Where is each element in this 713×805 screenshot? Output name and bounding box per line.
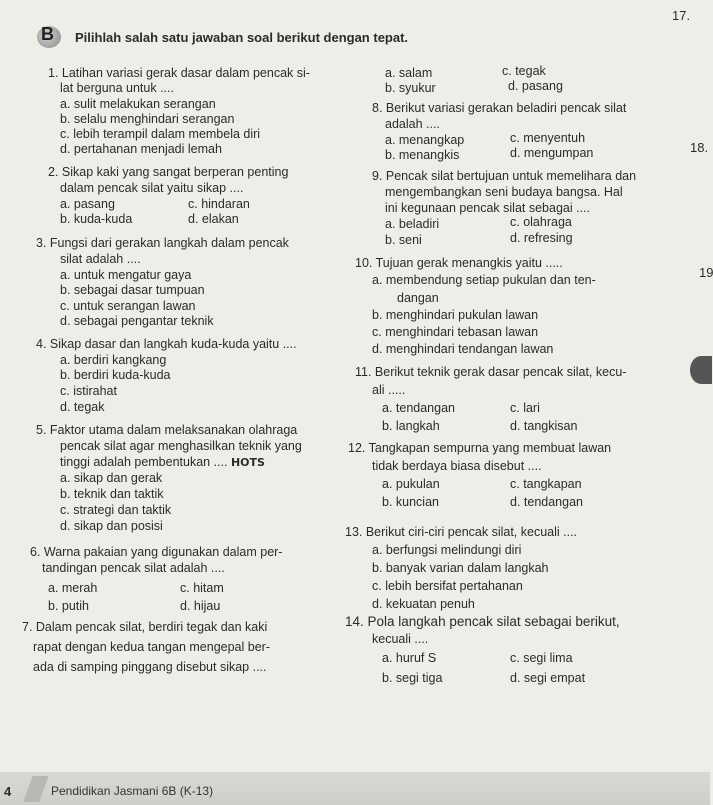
q1-option-d: d. pertahanan menjadi lemah [60,142,222,156]
q5-option-a: a. sikap dan gerak [60,471,163,485]
q6-option-d: d. hijau [180,599,221,613]
q3-text-1: 3. Fungsi dari gerakan langkah dalam pencak [36,236,289,250]
q13-option-a: a. berfungsi melindungi diri [372,543,522,557]
q9-option-d: d. refresing [510,231,573,245]
q12-text-2: tidak berdaya biasa disebut .... [372,459,542,473]
q6-option-c: c. hitam [180,581,224,595]
q14-option-c: c. segi lima [510,651,573,665]
q14-text-2: kecuali .... [372,632,429,646]
q10-option-c: c. menghindari tebasan lawan [372,325,539,339]
q12-option-b: b. kuncian [382,495,439,509]
q2-text-1: 2. Sikap kaki yang sangat berperan penting [48,165,289,179]
q11-option-b: b. langkah [382,419,440,433]
q10-option-a-1: a. membendung setiap pukulan dan ten- [372,273,596,287]
q9-text-1: 9. Pencak silat bertujuan untuk memelihara dan [372,169,637,183]
q10-option-a-2: dangan [397,291,439,305]
q1-option-b-right: b. syukur [385,81,436,95]
q7-text-1: 7. Dalam pencak silat, berdiri tegak dan kaki [22,620,268,634]
q3-option-a: a. untuk mengatur gaya [60,268,192,282]
q12-option-c: c. tangkapan [510,477,582,491]
q6-option-a: a. merah [48,581,98,595]
q4-option-b: b. berdiri kuda-kuda [60,368,171,382]
section-title: Pilihlah salah satu jawaban soal berikut dengan tepat. [75,30,409,45]
q5-option-d: d. sikap dan posisi [60,519,163,533]
q12-text-1: 12. Tangkapan sempurna yang membuat lawan [348,441,612,455]
hots-badge: HOTS [230,456,265,469]
q3-text-2: silat adalah .... [60,252,141,266]
q2-option-a: a. pasang [60,197,115,211]
q5-option-b: b. teknik dan taktik [60,487,164,501]
q11-text-1: 11. Berikut teknik gerak dasar pencak silat, kecu- [355,365,627,379]
q11-option-c: c. lari [510,401,540,415]
q8-text-2: adalah .... [385,117,440,131]
q8-option-a: a. menangkap [385,133,465,147]
q2-option-b: b. kuda-kuda [60,212,133,226]
page-edge-mark [690,356,712,384]
q5-text-3 [60,454,265,471]
q3-option-d: d. sebagai pengantar teknik [60,314,214,328]
q9-text-2: mengembangkan seni budaya bangsa. Hal [385,185,623,199]
q14-option-d: d. segi empat [510,671,586,685]
q8-text-1: 8. Berikut variasi gerakan beladiri pencak silat [372,101,627,115]
q5-option-c: c. strategi dan taktik [60,503,172,517]
q1-text-2: lat berguna untuk .... [60,81,174,95]
side-number-19: 19 [699,265,713,280]
q12-option-d: d. tendangan [510,495,583,509]
q2-text-2: dalam pencak silat yaitu sikap .... [60,181,244,195]
section-letter: B [41,24,54,44]
q12-option-a: a. pukulan [382,477,440,491]
q11-text-2: ali ..... [372,383,406,397]
q1-option-c-right: c. tegak [502,64,546,78]
q7-text-3: ada di samping pinggang disebut sikap .... [33,660,267,674]
page-number: 4 [4,784,12,799]
q8-option-b: b. menangkis [385,148,460,162]
q1-option-a-right: a. salam [385,66,433,80]
q5-text-1: 5. Faktor utama dalam melaksanakan olahraga [36,423,298,437]
q5-text-3-label: tinggi adalah pembentukan .... [60,455,228,469]
q13-text-1: 13. Berikut ciri-ciri pencak silat, kecuali .... [345,525,578,539]
q4-option-c: c. istirahat [60,384,117,398]
side-number-17: 17. [672,8,691,23]
q1-option-b: b. selalu menghindari serangan [60,112,235,126]
q10-option-d: d. menghindari tendangan lawan [372,342,554,356]
q1-text-1: 1. Latihan variasi gerak dasar dalam pencak si- [48,66,310,80]
q2-option-d: d. elakan [188,212,239,226]
q6-text-1: 6. Warna pakaian yang digunakan dalam per- [30,545,283,559]
q9-option-c: c. olahraga [510,215,572,229]
q9-text-3: ini kegunaan pencak silat sebagai .... [385,201,590,215]
q4-option-d: d. tegak [60,400,105,414]
q14-text-1: 14. Pola langkah pencak silat sebagai berikut, [345,614,620,629]
q13-option-b: b. banyak varian dalam langkah [372,561,549,575]
q13-option-c: c. lebih bersifat pertahanan [372,579,523,593]
q1-option-c: c. lebih terampil dalam membela diri [60,127,261,141]
q9-option-b: b. seni [385,233,422,247]
q14-option-a: a. huruf S [382,651,437,665]
q8-option-d: d. mengumpan [510,146,594,160]
q11-option-a: a. tendangan [382,401,455,415]
q5-text-2: pencak silat agar menghasilkan teknik yang [60,439,302,453]
q13-option-d: d. kekuatan penuh [372,597,475,611]
q7-text-2: rapat dengan kedua tangan mengepal ber- [33,640,270,654]
q2-option-c: c. hindaran [188,197,250,211]
q3-option-b: b. sebagai dasar tumpuan [60,283,205,297]
q11-option-d: d. tangkisan [510,419,578,433]
q14-option-b: b. segi tiga [382,671,443,685]
q4-option-a: a. berdiri kangkang [60,353,167,367]
q8-option-c: c. menyentuh [510,131,586,145]
q6-text-2: tandingan pencak silat adalah .... [42,561,225,575]
q10-option-b: b. menghindari pukulan lawan [372,308,539,322]
q3-option-c: c. untuk serangan lawan [60,299,196,313]
side-number-18: 18. [690,140,709,155]
q10-text-1: 10. Tujuan gerak menangkis yaitu ..... [355,256,563,270]
q4-text-1: 4. Sikap dasar dan langkah kuda-kuda yaitu .... [36,337,297,351]
q1-option-a: a. sulit melakukan serangan [60,97,216,111]
q9-option-a: a. beladiri [385,217,440,231]
q1-option-d-right: d. pasang [508,79,563,93]
q6-option-b: b. putih [48,599,90,613]
footer-book-title: Pendidikan Jasmani 6B (K-13) [51,784,214,798]
